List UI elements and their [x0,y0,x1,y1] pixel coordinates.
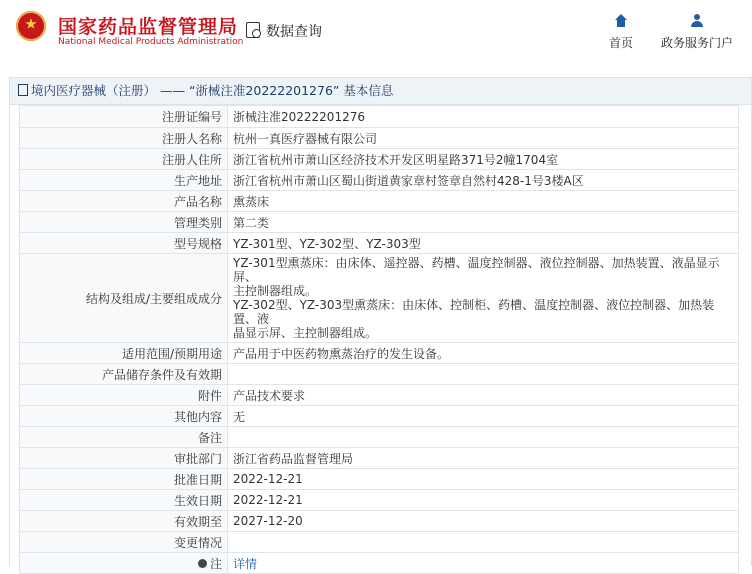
data-query-icon[interactable] [246,22,260,38]
row-value [228,364,739,385]
row-key: 附件 [20,385,228,406]
row-value: 第二类 [228,212,739,233]
row-value [228,553,739,574]
value-line: YZ-302型、YZ-303型熏蒸床：由床体、控制柜、药槽、温度控制器、液位控制器、加热装置、液 [233,298,715,326]
table-row [20,128,739,149]
value-line: 主控制器组成。 [233,284,318,298]
site-subtitle: National Medical Products Administration [58,37,244,47]
table-row [20,427,739,448]
row-key: 管理类别 [20,212,228,233]
row-value: 2027-12-20 [228,511,739,532]
table-row [20,532,739,553]
row-value: 无 [228,406,739,427]
panel-header [10,78,751,105]
row-key: 结构及组成/主要组成成分 [20,254,228,343]
value-line: 晶显示屏、主控制器组成。 [233,326,378,340]
emblem-logo [16,11,46,41]
site-header [0,0,752,66]
table-row [20,490,739,511]
row-value: 熏蒸床 [228,191,739,212]
data-query-link[interactable]: 数据查询 [266,24,322,40]
row-key: 批准日期 [20,469,228,490]
row-value: 2022-12-21 [228,469,739,490]
row-value: 浙江省药品监督管理局 [228,448,739,469]
row-key-note [20,553,228,574]
detail-panel [9,77,752,571]
table-row [20,448,739,469]
table-row [20,385,739,406]
row-key: 生产地址 [20,170,228,191]
row-key: 有效期至 [20,511,228,532]
document-icon [18,84,28,96]
row-key: 适用范围/预期用途 [20,343,228,364]
table-row [20,364,739,385]
row-key: 产品名称 [20,191,228,212]
details-link[interactable]: 详情 [233,556,258,571]
table-row [20,149,739,170]
nav-service-label: 政务服务门户 [660,36,733,50]
row-value: 浙江省杭州市萧山区蜀山街道黄家章村签章自然村428-1号3楼A区 [228,170,739,191]
site-title[interactable]: 国家药品监督管理局 [58,16,239,38]
table-row [20,406,739,427]
nav-service-portal[interactable] [652,14,742,51]
value-line: YZ-301型熏蒸床：由床体、遥控器、药槽、温度控制器、液位控制器、加热装置、液晶显示屏、 [233,256,720,284]
row-value: 产品技术要求 [228,385,739,406]
row-value: 浙械注准20222201276 [228,106,739,128]
row-key: 注册人住所 [20,149,228,170]
table-row [20,343,739,364]
row-key: 型号规格 [20,233,228,254]
panel-title: 境内医疗器械（注册） —— “浙械注准20222201276” 基本信息 [31,83,394,98]
row-value [228,532,739,553]
row-value [228,254,739,343]
row-key: 产品储存条件及有效期 [20,364,228,385]
row-key: 注册证编号 [20,106,228,128]
table-row [20,511,739,532]
table-row [20,233,739,254]
row-value [228,427,739,448]
user-icon [690,14,704,28]
row-value: 浙江省杭州市萧山区经济技术开发区明星路371号2幢1704室 [228,149,739,170]
row-key: 注册人名称 [20,128,228,149]
table-row [20,469,739,490]
note-label: 注 [209,556,222,571]
table-row [20,212,739,233]
table-row [20,254,739,343]
row-value: 2022-12-21 [228,490,739,511]
table-row [20,191,739,212]
home-icon [614,14,628,28]
table-row [20,553,739,574]
row-value: 杭州一真医疗器械有限公司 [228,128,739,149]
row-key: 审批部门 [20,448,228,469]
nav-home-label: 首页 [608,36,633,50]
row-key: 备注 [20,427,228,448]
row-key: 其他内容 [20,406,228,427]
table-row [20,170,739,191]
info-table [19,105,739,574]
row-value: 产品用于中医药物熏蒸治疗的发生设备。 [228,343,739,364]
row-value: YZ-301型、YZ-302型、YZ-303型 [228,233,739,254]
row-key: 变更情况 [20,532,228,553]
table-row [20,106,739,128]
info-icon [198,559,207,568]
row-key: 生效日期 [20,490,228,511]
